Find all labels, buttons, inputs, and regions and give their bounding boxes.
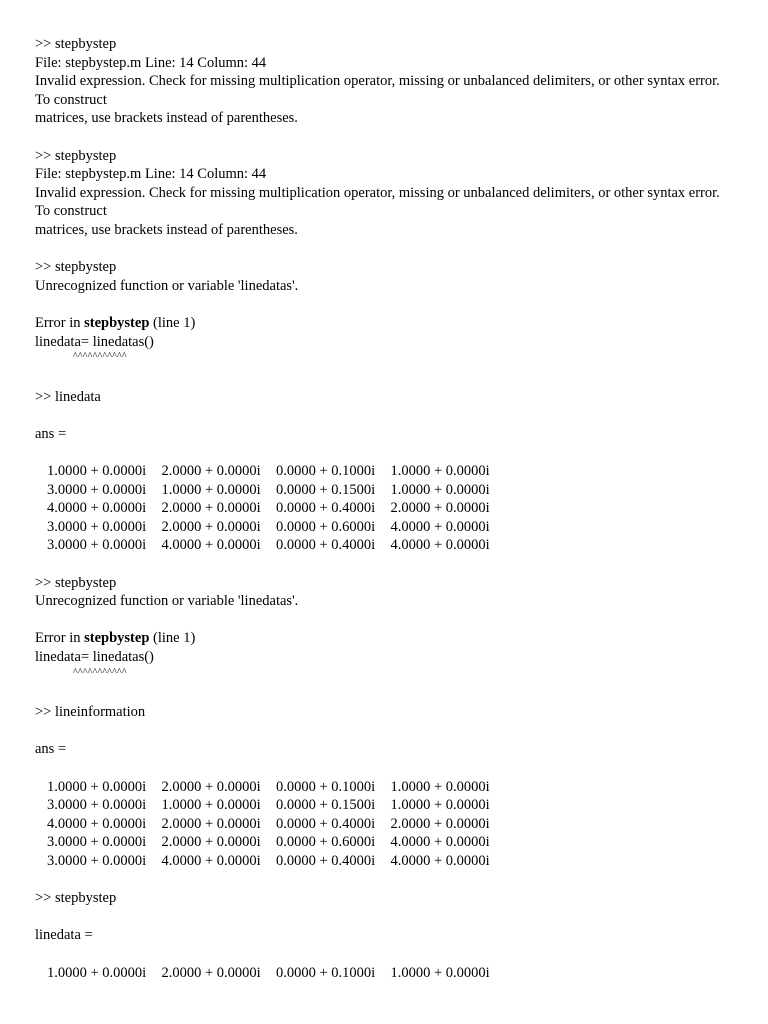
matrix-cell: 3.0000 + 0.0000i [47, 852, 147, 869]
blank-line [35, 611, 735, 630]
matrix-row [35, 852, 735, 871]
matrix-cell: 0.0000 + 0.1000i [276, 778, 376, 795]
matrix-cell: 2.0000 + 0.0000i [161, 815, 261, 832]
error-trace-function-link[interactable]: stepbystep [84, 630, 150, 647]
command-prompt: >> linedata [35, 388, 101, 405]
error-trace [35, 314, 735, 333]
ans-label: ans = [35, 741, 67, 758]
matrix-cell: 0.0000 + 0.1500i [276, 797, 376, 814]
matrix-row [35, 481, 735, 500]
blank-line [35, 908, 735, 927]
matrix-cell: 4.0000 + 0.0000i [390, 834, 490, 851]
matrix-cell: 0.0000 + 0.4000i [276, 852, 376, 869]
blank-line [35, 722, 735, 741]
error-message: Invalid expression. Check for missing multiplication operator, missing or unbalanced delimiters, or other syntax error. To construct [35, 73, 720, 108]
console-output [35, 35, 735, 982]
matrix-cell: 3.0000 + 0.0000i [47, 834, 147, 851]
error-caret-marker: ^^^^^^^^^^^ [73, 351, 127, 363]
matrix-cell: 4.0000 + 0.0000i [161, 537, 261, 554]
matrix-row [35, 815, 735, 834]
command-prompt: >> stepbystep [35, 574, 117, 591]
matrix-cell: 0.0000 + 0.4000i [276, 537, 376, 554]
error-file-location: File: stepbystep.m Line: 14 Column: 44 [35, 166, 267, 183]
matrix-cell: 2.0000 + 0.0000i [161, 964, 261, 981]
error-code-line: linedata= linedatas() [35, 649, 154, 665]
command-prompt: >> lineinformation [35, 704, 146, 721]
matrix-cell: 2.0000 + 0.0000i [390, 815, 490, 832]
error-trace-suffix: (line 1) [149, 630, 196, 647]
matrix-row [35, 796, 735, 815]
blank-line [35, 295, 735, 314]
matrix-row [35, 499, 735, 518]
matrix-cell: 3.0000 + 0.0000i [47, 481, 147, 498]
matrix-cell: 3.0000 + 0.0000i [47, 797, 147, 814]
blank-line [35, 443, 735, 462]
blank-line [35, 406, 735, 425]
matrix-cell: 4.0000 + 0.0000i [161, 852, 261, 869]
matrix-row [35, 462, 735, 481]
error-trace [35, 629, 735, 648]
matrix-cell: 1.0000 + 0.0000i [390, 778, 490, 795]
command-prompt: >> stepbystep [35, 36, 117, 52]
matrix-row [35, 778, 735, 797]
matrix-cell: 1.0000 + 0.0000i [47, 463, 147, 480]
matrix-cell: 4.0000 + 0.0000i [47, 500, 147, 517]
blank-line [35, 685, 735, 704]
error-file-location: File: stepbystep.m Line: 14 Column: 44 [35, 54, 267, 71]
matrix-cell: 0.0000 + 0.1000i [276, 463, 376, 480]
matrix-cell: 0.0000 + 0.4000i [276, 815, 376, 832]
error-message: Invalid expression. Check for missing multiplication operator, missing or unbalanced delimiters, or other syntax error. To construct [35, 184, 720, 220]
matrix-cell: 4.0000 + 0.0000i [47, 815, 147, 832]
matrix-cell: 1.0000 + 0.0000i [390, 463, 490, 480]
blank-line [35, 369, 735, 388]
error-message-continued: matrices, use brackets instead of parentheses. [35, 110, 298, 127]
blank-line [35, 945, 735, 964]
blank-line [35, 128, 735, 147]
matrix-output [35, 964, 735, 983]
matrix-cell: 2.0000 + 0.0000i [161, 518, 261, 535]
matrix-cell: 0.0000 + 0.6000i [276, 834, 376, 851]
blank-line [35, 871, 735, 890]
blank-line [35, 759, 735, 778]
error-message: Unrecognized function or variable 'linedatas'. [35, 277, 299, 294]
error-trace-prefix: Error in [35, 630, 85, 647]
matrix-cell: 0.0000 + 0.6000i [276, 518, 376, 535]
matrix-cell: 4.0000 + 0.0000i [390, 852, 490, 869]
matrix-cell: 2.0000 + 0.0000i [161, 778, 261, 795]
matrix-output [35, 778, 735, 871]
matrix-cell: 0.0000 + 0.1000i [276, 964, 376, 981]
error-code-line: linedata= linedatas() [35, 333, 154, 350]
matrix-cell: 0.0000 + 0.4000i [276, 500, 376, 517]
matrix-cell: 4.0000 + 0.0000i [390, 518, 490, 535]
command-prompt: >> stepbystep [35, 259, 117, 276]
matrix-row [35, 964, 735, 983]
matrix-output [35, 462, 735, 555]
matrix-cell: 0.0000 + 0.1500i [276, 481, 376, 498]
error-trace-suffix: (line 1) [149, 314, 196, 331]
ans-label: ans = [35, 425, 67, 442]
blank-line [35, 555, 735, 574]
matrix-cell: 2.0000 + 0.0000i [161, 834, 261, 851]
matrix-cell: 2.0000 + 0.0000i [161, 463, 261, 480]
matrix-row [35, 536, 735, 555]
matrix-cell: 4.0000 + 0.0000i [390, 537, 490, 554]
matrix-cell: 3.0000 + 0.0000i [47, 518, 147, 535]
command-prompt: >> stepbystep [35, 890, 117, 907]
matrix-cell: 1.0000 + 0.0000i [161, 481, 261, 498]
matrix-cell: 1.0000 + 0.0000i [390, 964, 490, 981]
error-message: Unrecognized function or variable 'linedatas'. [35, 593, 299, 610]
error-caret-marker: ^^^^^^^^^^^ [73, 666, 127, 678]
matrix-cell: 1.0000 + 0.0000i [390, 481, 490, 498]
error-trace-prefix: Error in [35, 314, 85, 331]
error-message-continued: matrices, use brackets instead of parentheses. [35, 221, 298, 238]
error-trace-function-link[interactable]: stepbystep [84, 314, 150, 331]
matrix-cell: 3.0000 + 0.0000i [47, 537, 147, 554]
matrix-row [35, 518, 735, 537]
matrix-cell: 1.0000 + 0.0000i [47, 964, 147, 981]
matrix-cell: 2.0000 + 0.0000i [390, 500, 490, 517]
command-prompt: >> stepbystep [35, 147, 117, 164]
matrix-row [35, 833, 735, 852]
matrix-cell: 1.0000 + 0.0000i [47, 778, 147, 795]
matrix-cell: 1.0000 + 0.0000i [161, 797, 261, 814]
matrix-cell: 1.0000 + 0.0000i [390, 797, 490, 814]
blank-line [35, 240, 735, 259]
matrix-cell: 2.0000 + 0.0000i [161, 500, 261, 517]
variable-label: linedata = [35, 927, 93, 944]
